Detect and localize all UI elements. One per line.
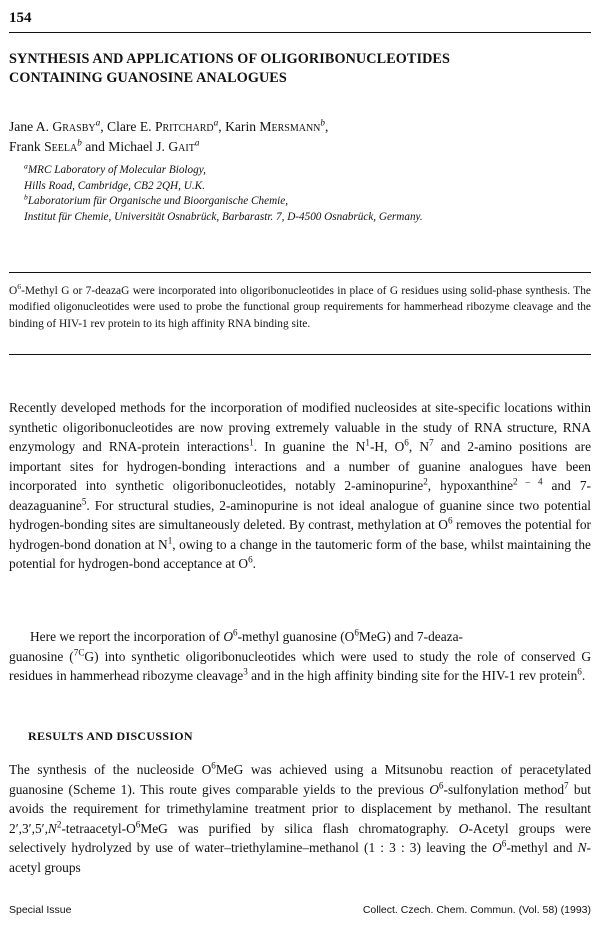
abstract-bottom-rule — [9, 354, 591, 355]
affiliation-a-line-1: $^a$MRC Laboratory of Molecular Biology, — [24, 161, 206, 176]
body-paragraph-1: Recently developed methods for the incorporation of modified nucleosides at site-specific locations within synthetic oligoribonucleotides are now proving extremely valuable in the study of RNA structure, RNA enzymology and RNA-protein interactions$^1$. In guanine the $N^1-H$, $O^6$, $N^7$ and 2-amino positions are important sites for hydrogen-bonding interactions and a number of guanine analogues have been incorporated into synthetic oligoribonucleotides, notably 2-aminopurine$^2$, hypoxanthine$^{2 - 4}$ and 7-deazaguanine$^5$. For structural studies, 2-aminopurine is not ideal analogue of guanine since two potential hydrogen-bonding sites are simultaneously deleted. By contrast, methylation at $O^6$ removes the potential for hydrogen-bond donation at $N^1$, owing to a change in the tautomeric form of the base, whilst maintaining the potential for hydrogen-bond acceptance at $O^6$. — [9, 400, 592, 571]
body-paragraph-2: Here we report the incorporation of $O^6$-methyl guanosine $(O^6MeG)$ and 7-deaza- guanosine ($^{7C}$G) into synthetic oligoribonucleotides which were used to study the role of conserved G residues in hammerhead ribozyme cleavage$^3$ and in the high affinity binding site for the HIV-1 rev protein$^6$. — [9, 627, 591, 683]
affiliation-b-line-1: $^b$Laboratorium für Organische und Bioorganische Chemie, — [24, 192, 289, 207]
affiliations — [24, 163, 594, 225]
title-line-2: CONTAINING GUANOSINE ANALOGUES — [9, 70, 287, 86]
body-paragraph-3: The synthesis of the nucleoside $O^6MeG$ was achieved using a Mitsunobu reaction of peracetylated guanosine (Scheme 1). This route gives comparable yields to the previous $O^6$-sulfonylation method$^7$ but avoids the requirement for trimethylamine treatment prior to displacement by methanol. The resultant $2',3',5',N^2-tetraacetyl-O^6MeG$ was purified by silica flash chromatography. O-Acetyl groups were selectively hydrolyzed by use of water–triethylamine–methanol (1 : 3 : 3) leaving the $O^6$-methyl and N-acetyl groups — [9, 760, 592, 875]
section-heading: RESULTS AND DISCUSSION — [28, 729, 193, 743]
affiliation-b-line-2: Institut für Chemie, Universität Osnabrück, Barbarastr. 7, D-4500 Osnabrück, Germany. — [24, 210, 423, 223]
footer-issue-label: Special Issue — [9, 904, 72, 916]
affiliation-a-line-2: Hills Road, Cambridge, CB2 2QH, U.K. — [24, 179, 205, 192]
abstract: $O^6$-Methyl G or 7-deazaG were incorporated into oligoribonucleotides in place of G residues using solid-phase synthesis. The modified oligonucleotides were used to probe the functional group requirements for hammerhead ribozyme cleavage and the binding of HIV-1 rev protein to its high affinity RNA binding site. — [9, 282, 591, 330]
authors-line-1: Jane A. Grasby$^a$, Clare E. Pritchard$^a$, Karin Mersmann$^b$, — [9, 117, 329, 134]
header-rule — [9, 32, 591, 33]
article-title — [9, 50, 589, 88]
abstract-top-rule — [9, 272, 591, 273]
authors-line-2: Frank Seela$^b$ and Michael J. Gait$^a$ — [9, 137, 200, 154]
page-number: 154 — [9, 10, 32, 26]
footer-citation: Collect. Czech. Chem. Commun. (Vol. 58) (1993) — [362, 904, 591, 916]
title-line-1: SYNTHESIS AND APPLICATIONS OF OLIGORIBONUCLEOTIDES — [9, 51, 450, 67]
author-list — [9, 117, 589, 157]
